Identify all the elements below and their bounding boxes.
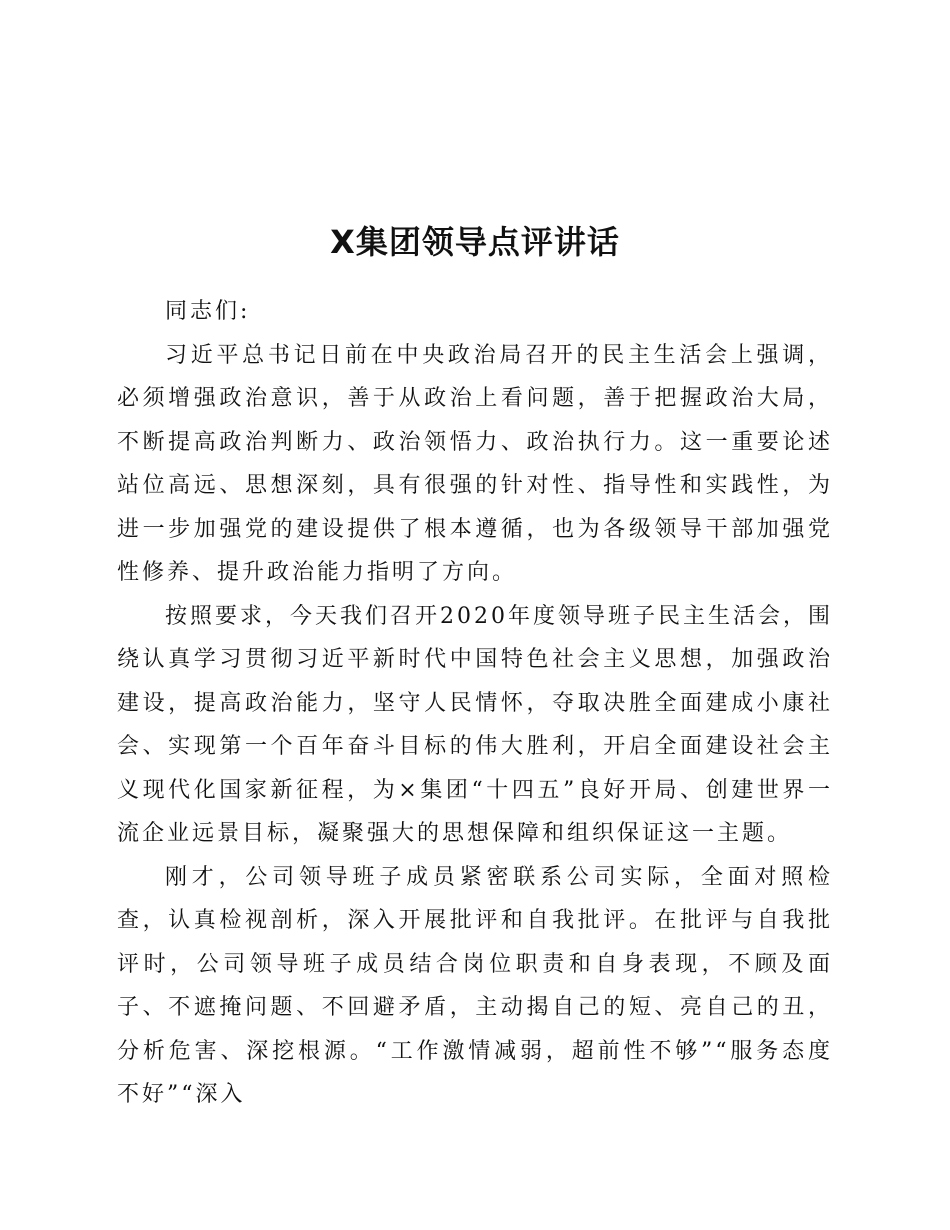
paragraph-1: 习近平总书记日前在中央政治局召开的民主生活会上强调，必须增强政治意识，善于从政治上看问题，善于把握政治大局，不断提高政治判断力、政治领悟力、政治执行力。这一重要论述站位高远、思想深刻，具有很强的针对性、指导性和实践性，为进一步加强党的建设提供了根本遵循，也为各级领导干部加强党性修养、提升政治能力指明了方向。: [117, 342, 833, 585]
paragraph-3: 刚才，公司领导班子成员紧密联系公司实际，全面对照检查，认真检视剖析，深入开展批评和自我批评。在批评与自我批评时，公司领导班子成员结合岗位职责和自身表现，不顾及面子、不遮掩问题、不回避矛盾，主动揭自己的短、亮自己的丑，分析危害、深挖根源。“工作激情减弱，超前性不够”“服务态度不好”“深入: [117, 864, 833, 1107]
document-body: [117, 290, 833, 1117]
greeting-line: 同志们:: [165, 299, 251, 324]
document-title: X集团领导点评讲话: [330, 223, 620, 261]
paragraph-2: 按照要求，今天我们召开2020年度领导班子民主生活会，围绕认真学习贯彻习近平新时代中国特色社会主义思想，加强政治建设，提高政治能力，坚守人民情怀，夺取决胜全面建成小康社会、实现第一个百年奋斗目标的伟大胜利，开启全面建设社会主义现代化国家新征程，为×集团“十四五”良好开局、创建世界一流企业远景目标，凝聚强大的思想保障和组织保证这一主题。: [117, 603, 833, 846]
